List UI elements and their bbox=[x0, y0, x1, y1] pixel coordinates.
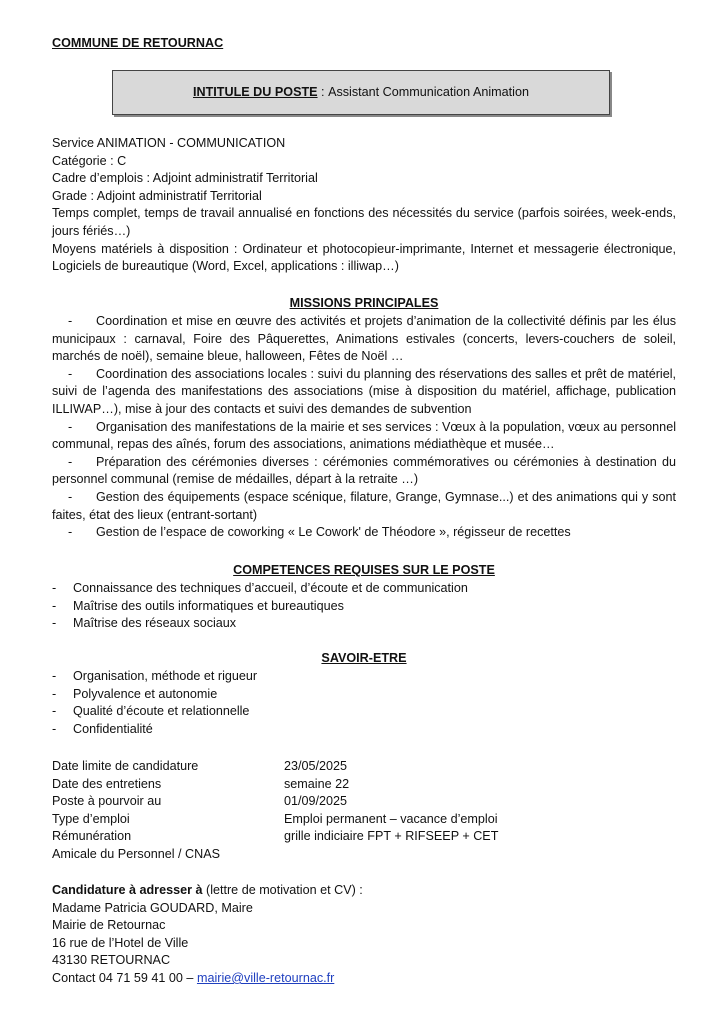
list-item-text: Qualité d’écoute et relationnelle bbox=[73, 704, 250, 719]
list-item-text: Organisation des manifestations de la mairie et ses services : Vœux à la population, vœux au personnel communal, repas des aînés, forum des associations, animations médiathèque et musée… bbox=[52, 419, 676, 452]
list-item-text: Polyvalence et autonomie bbox=[73, 686, 218, 701]
summary-value: grille indiciaire FPT + RIFSEEP + CET bbox=[284, 829, 499, 844]
list-item-text: Coordination et mise en œuvre des activités et projets d’animation de la collectivité définis par les élus municipaux : carnaval, Foire des Pâquerettes, Animations estivales (concerts, levers-couchers de soleil, marchés de noël), semaine bleue, halloween, Fêtes de Noël … bbox=[52, 314, 676, 364]
application-heading-note: (lettre de motivation et CV) : bbox=[202, 883, 363, 897]
application-heading bbox=[52, 882, 676, 900]
address-city: 43130 RETOURNAC bbox=[52, 953, 171, 968]
job-title-label: INTITULE DU POSTE bbox=[193, 84, 318, 99]
list-item-text: Gestion de l’espace de coworking « Le Cowork' de Théodore », régisseur de recettes bbox=[96, 525, 571, 540]
summary-row bbox=[52, 811, 676, 829]
competences-title: COMPETENCES REQUISES SUR LE POSTE bbox=[233, 563, 495, 577]
list-item-text: Coordination des associations locales : suivi du planning des réservations des salles et prêt de matériel, suivi de l’agenda des manifestations des associations (mise à disposition du matériel, affichage, publication ILLIWAP…), mise à jour des contacts et suivi des demandes de subvention bbox=[52, 366, 676, 416]
dash-marker: - bbox=[68, 489, 73, 504]
service-line: Service ANIMATION - COMMUNICATION bbox=[52, 136, 286, 150]
dash-marker: - bbox=[52, 704, 57, 719]
list-item bbox=[52, 721, 676, 739]
dash-marker: - bbox=[52, 721, 57, 736]
summary-label: Date limite de candidature bbox=[52, 759, 199, 773]
summary-label: Rémunération bbox=[52, 829, 132, 844]
job-info bbox=[52, 135, 676, 276]
list-item bbox=[52, 366, 676, 419]
category-line: Catégorie : C bbox=[52, 153, 127, 168]
missions-list bbox=[52, 313, 676, 542]
list-item-text: Préparation des cérémonies diverses : cérémonies commémoratives ou cérémonies à destination du personnel communal (remise de médailles, départ à la retraite …) bbox=[52, 454, 676, 487]
dash-marker: - bbox=[68, 525, 73, 540]
application-contact bbox=[52, 882, 676, 988]
list-item bbox=[52, 686, 676, 704]
list-item bbox=[52, 580, 676, 598]
summary-row bbox=[52, 828, 676, 846]
competences-list bbox=[52, 580, 676, 633]
list-item bbox=[52, 703, 676, 721]
contact-line bbox=[52, 970, 676, 988]
summary-row bbox=[52, 776, 676, 794]
job-title-separator: : bbox=[317, 84, 329, 99]
summary-label: Amicale du Personnel / CNAS bbox=[52, 846, 220, 861]
summary-value: 01/09/2025 bbox=[284, 794, 348, 809]
dash-marker: - bbox=[68, 419, 73, 434]
summary-label: Poste à pourvoir au bbox=[52, 794, 162, 809]
grade-line: Grade : Adjoint administratif Territorial bbox=[52, 188, 262, 203]
dash-marker: - bbox=[68, 314, 73, 328]
address-street: 16 rue de l’Hotel de Ville bbox=[52, 935, 189, 950]
summary-row bbox=[52, 846, 676, 864]
recruitment-summary bbox=[52, 758, 676, 864]
dash-marker: - bbox=[52, 669, 57, 683]
dash-marker: - bbox=[52, 598, 57, 613]
dash-marker: - bbox=[68, 366, 73, 381]
list-item bbox=[52, 313, 676, 366]
list-item-text: Gestion des équipements (espace scénique, filature, Grange, Gymnase...) et des animations qui y sont faites, état des lieux (entrant-sortant) bbox=[52, 489, 676, 522]
missions-title: MISSIONS PRINCIPALES bbox=[289, 296, 439, 310]
summary-label: Type d’emploi bbox=[52, 811, 130, 826]
summary-row bbox=[52, 793, 676, 811]
dash-marker: - bbox=[52, 616, 57, 631]
job-title-box bbox=[112, 70, 610, 115]
list-item bbox=[52, 454, 676, 489]
savoir-etre-title: SAVOIR-ETRE bbox=[321, 651, 407, 665]
list-item bbox=[52, 524, 676, 542]
summary-value: Emploi permanent – vacance d’emploi bbox=[284, 811, 498, 826]
list-item-text: Connaissance des techniques d’accueil, d’écoute et de communication bbox=[73, 581, 468, 595]
list-item bbox=[52, 615, 676, 633]
summary-value: 23/05/2025 bbox=[284, 759, 348, 773]
list-item bbox=[52, 668, 676, 686]
job-title-value: Assistant Communication Animation bbox=[328, 84, 529, 99]
list-item-text: Maîtrise des outils informatiques et bureautiques bbox=[73, 598, 344, 613]
summary-row bbox=[52, 758, 676, 776]
list-item bbox=[52, 598, 676, 616]
list-item bbox=[52, 489, 676, 524]
summary-label: Date des entretiens bbox=[52, 776, 162, 791]
list-item-text: Confidentialité bbox=[73, 721, 153, 736]
dash-marker: - bbox=[52, 686, 57, 701]
contact-phone: Contact 04 71 59 41 00 – bbox=[52, 970, 197, 985]
commune-name: COMMUNE DE RETOURNAC bbox=[52, 36, 224, 50]
application-heading-label: Candidature à adresser à bbox=[52, 883, 203, 897]
dash-marker: - bbox=[68, 454, 73, 469]
list-item-text: Maîtrise des réseaux sociaux bbox=[73, 616, 237, 631]
email-link[interactable]: mairie@ville-retournac.fr bbox=[196, 970, 335, 985]
summary-value: semaine 22 bbox=[284, 776, 350, 791]
recipient-org: Mairie de Retournac bbox=[52, 918, 166, 933]
work-time-line: Temps complet, temps de travail annualisé en fonctions des nécessités du service (parfois soirées, week-ends, jours fériés…) bbox=[52, 206, 676, 238]
dash-marker: - bbox=[52, 581, 57, 595]
list-item-text: Organisation, méthode et rigueur bbox=[73, 669, 258, 683]
recipient-name: Madame Patricia GOUDARD, Maire bbox=[52, 900, 253, 915]
list-item bbox=[52, 419, 676, 454]
savoir-etre-list bbox=[52, 668, 676, 738]
equipment-line: Moyens matériels à disposition : Ordinateur et photocopieur-imprimante, Internet et messagerie électronique, Logiciels de bureautique (Word, Excel, applications : illiwap…) bbox=[52, 241, 676, 274]
cadre-line: Cadre d’emplois : Adjoint administratif Territorial bbox=[52, 171, 318, 186]
